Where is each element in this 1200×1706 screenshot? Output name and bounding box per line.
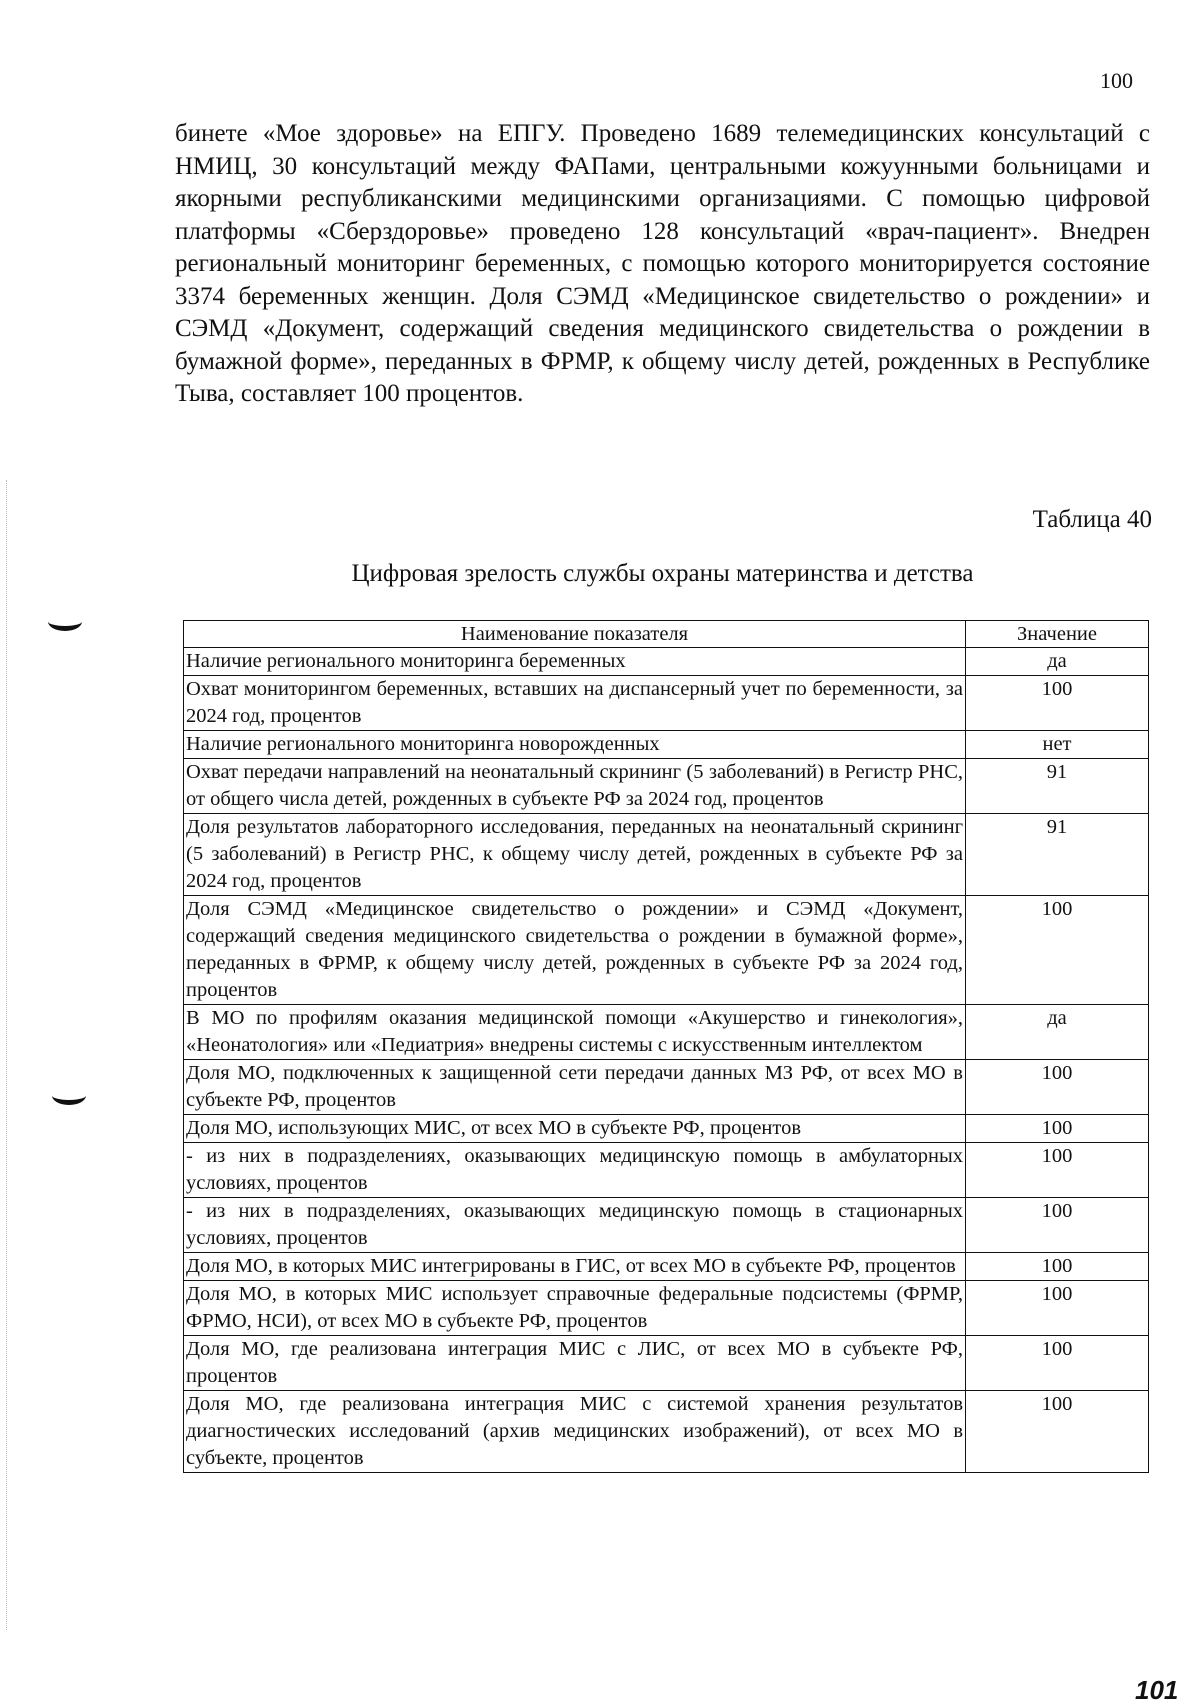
table-row — [184, 648, 1149, 676]
indicator-value: нет — [966, 731, 1149, 759]
indicator-name: Доля СЭМД «Медицинское свидетельство о рождении» и СЭМД «Документ, содержащий сведения медицинского свидетельства о рождении в бумажной форме», переданных в ФРМР, к общему числу детей, рожденных в субъекте РФ за 2024 год, процентов — [184, 896, 966, 1005]
indicator-value: 100 — [966, 1060, 1149, 1115]
indicator-name: - из них в подразделениях, оказывающих медицинскую помощь в стационарных условиях, процентов — [184, 1198, 966, 1253]
table-row — [184, 1253, 1149, 1281]
column-header-name: Наименование показателя — [184, 621, 966, 648]
indicator-value: 100 — [966, 1115, 1149, 1143]
table-row — [184, 1143, 1149, 1198]
table-row — [184, 676, 1149, 731]
indicator-value: 100 — [966, 1336, 1149, 1391]
indicator-value: 100 — [966, 1198, 1149, 1253]
indicator-name: Наличие регионального мониторинга беременных — [184, 648, 966, 676]
intro-paragraph: бинете «Мое здоровье» на ЕПГУ. Проведено 1689 телемедицинских консультаций с НМИЦ, 30 консультаций между ФАПами, центральными кожуунными больницами и якорными республиканскими медицинскими организациями. С помощью цифровой платформы «Сберздоровье» проведено 128 консультаций «врач-пациент». Внедрен региональный мониторинг беременных, с помощью которого мониторируется состояние 3374 беременных женщин. Доля СЭМД «Медицинское свидетельство о рождении» и СЭМД «Документ, содержащий сведения медицинского свидетельства о рождении в бумажной форме», переданных в ФРМР, к общему числу детей, рожденных в Республике Тыва, составляет 100 процентов. — [175, 120, 1150, 407]
table-header-row — [184, 621, 1149, 648]
indicator-name: Доля МО, где реализована интеграция МИС с системой хранения результатов диагностических исследований (архив медицинских изображений), от всех МО в субъекте, процентов — [184, 1391, 966, 1473]
indicator-name: Охват передачи направлений на неонатальный скрининг (5 заболеваний) в Регистр РНС, от общего числа детей, рожденных в субъекте РФ за 2024 год, процентов — [184, 759, 966, 814]
indicator-value: 100 — [966, 676, 1149, 731]
column-header-value: Значение — [966, 621, 1149, 648]
indicator-value: 100 — [966, 1253, 1149, 1281]
indicator-value: 100 — [966, 1391, 1149, 1473]
indicator-name: В МО по профилям оказания медицинской помощи «Акушерство и гинекология», «Неонатология» или «Педиатрия» внедрены системы с искусственным интеллектом — [184, 1005, 966, 1060]
indicator-value: 100 — [966, 896, 1149, 1005]
indicator-name: Доля МО, где реализована интеграция МИС с ЛИС, от всех МО в субъекте РФ, процентов — [184, 1336, 966, 1391]
table-row — [184, 731, 1149, 759]
table-row — [184, 1336, 1149, 1391]
indicator-name: Доля МО, в которых МИС использует справочные федеральные подсистемы (ФРМР, ФРМО, НСИ), от всех МО в субъекте РФ, процентов — [184, 1281, 966, 1336]
indicator-name: Доля МО, в которых МИС интегрированы в ГИС, от всех МО в субъекте РФ, процентов — [184, 1253, 966, 1281]
next-page-number: 101 — [1135, 1675, 1179, 1705]
table-row — [184, 896, 1149, 1005]
indicator-name: - из них в подразделениях, оказывающих медицинскую помощь в амбулаторных условиях, процентов — [184, 1143, 966, 1198]
scan-edge-dots — [6, 480, 9, 1630]
indicator-value: да — [966, 1005, 1149, 1060]
table-row — [184, 1198, 1149, 1253]
indicator-value: да — [966, 648, 1149, 676]
indicator-name: Доля МО, подключенных к защищенной сети передачи данных МЗ РФ, от всех МО в субъекте РФ, процентов — [184, 1060, 966, 1115]
indicator-name: Доля результатов лабораторного исследования, переданных на неонатальный скрининг (5 заболеваний) в Регистр РНС, к общему числу детей, рожденных в субъекте РФ за 2024 год, процентов — [184, 814, 966, 896]
table-caption: Таблица 40 — [1032, 506, 1152, 533]
table-title: Цифровая зрелость службы охраны материнства и детства — [351, 560, 974, 587]
table-row — [184, 1060, 1149, 1115]
binder-mark-top — [48, 612, 82, 631]
table-row — [184, 759, 1149, 814]
indicator-value: 100 — [966, 1143, 1149, 1198]
indicator-value: 91 — [966, 759, 1149, 814]
indicator-name: Охват мониторингом беременных, вставших на диспансерный учет по беременности, за 2024 год, процентов — [184, 676, 966, 731]
table-row — [184, 1281, 1149, 1336]
table-row — [184, 814, 1149, 896]
page-number: 100 — [1100, 68, 1133, 93]
indicators-table — [183, 620, 1149, 1473]
table-row — [184, 1391, 1149, 1473]
binder-mark-bottom — [52, 1086, 86, 1105]
indicator-value: 91 — [966, 814, 1149, 896]
indicator-name: Доля МО, использующих МИС, от всех МО в субъекте РФ, процентов — [184, 1115, 966, 1143]
table-row — [184, 1005, 1149, 1060]
indicator-value: 100 — [966, 1281, 1149, 1336]
table-row — [184, 1115, 1149, 1143]
indicator-name: Наличие регионального мониторинга новорожденных — [184, 731, 966, 759]
